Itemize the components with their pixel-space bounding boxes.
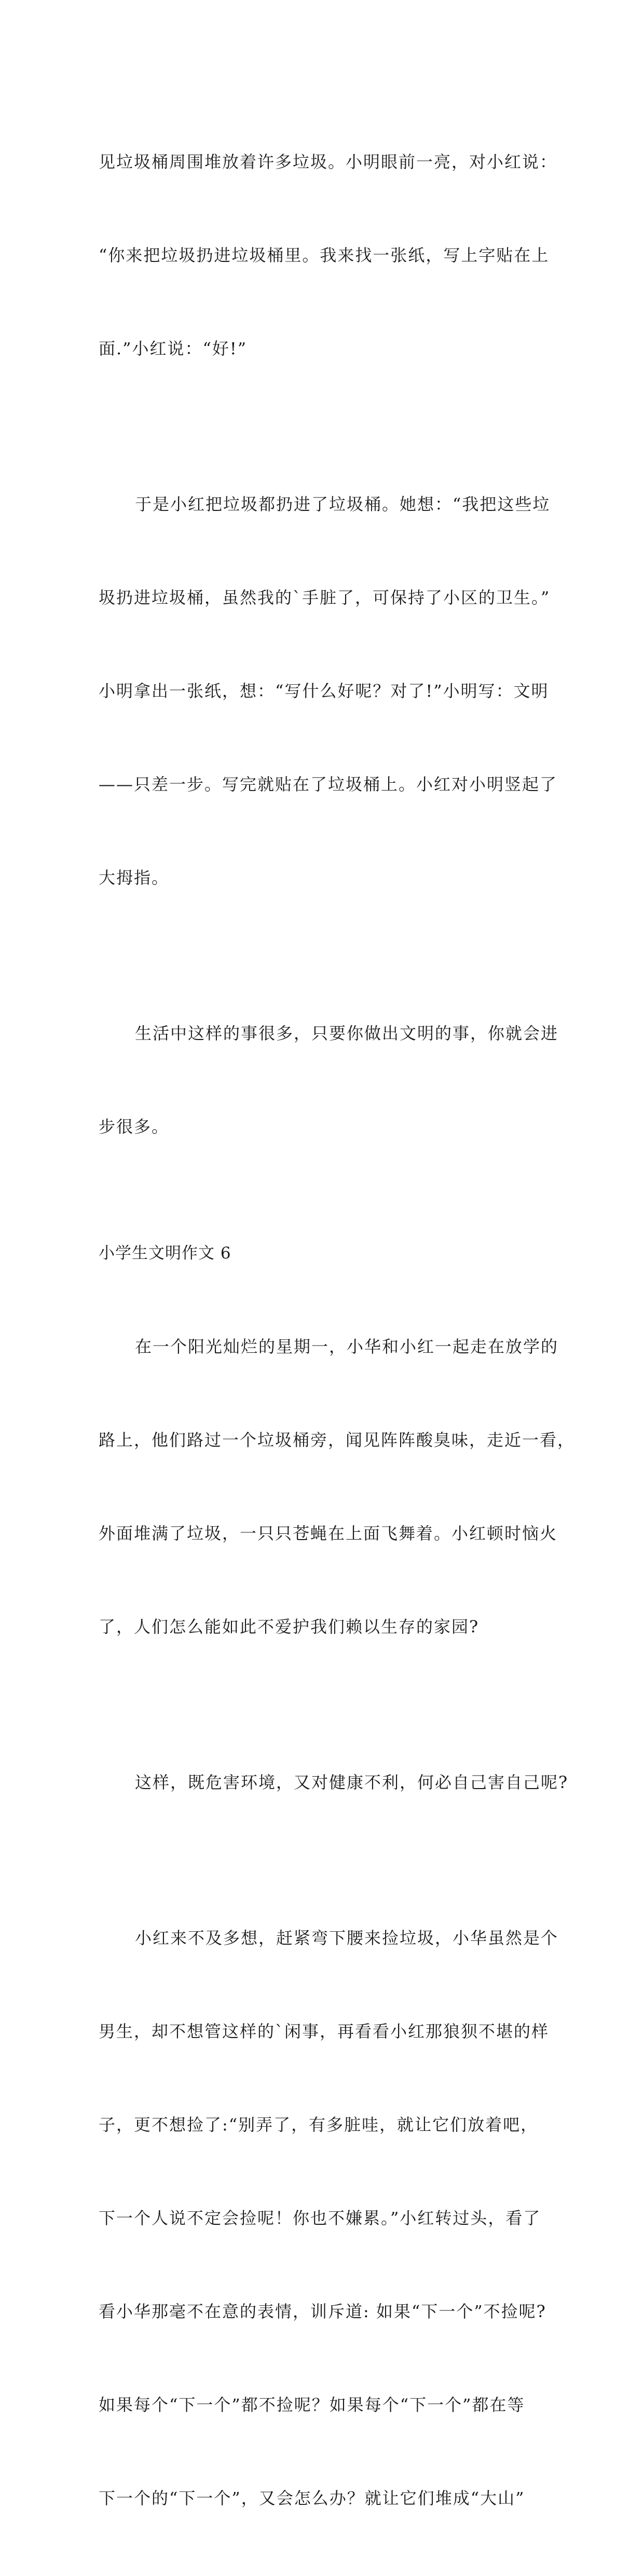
text-line: 下一个的“下一个”，又会怎么办？就让它们堆成“大山” (99, 2488, 525, 2508)
text-line: 如果每个“下一个”都不捡呢？如果每个“下一个”都在等 (99, 2395, 525, 2415)
document-body (99, 84, 576, 2576)
text-line: 圾扔进垃圾桶，虽然我的`手脏了，可保持了小区的卫生。” (99, 588, 551, 607)
text-line: 于是小红把垃圾都扔进了垃圾桶。她想：“我把这些垃 (135, 494, 551, 514)
text-line: 看小华那毫不在意的表情，训斥道: 如果“下一个”不捡呢? (99, 2302, 546, 2321)
text-line: 路上，他们路过一个垃圾桶旁，闻见阵阵酸臭味，走近一看， (99, 1430, 576, 1450)
section-title: 小学生文明作文 6 (99, 1244, 231, 1263)
text-line: 步很多。 (99, 1117, 170, 1137)
text-line: 了，人们怎么能如此不爱护我们赖以生存的家园? (99, 1617, 479, 1637)
text-line: 这样，既危害环境，又对健康不利，何必自己害自己呢? (135, 1772, 569, 1792)
text-line: “你来把垃圾扔进垃圾桶里。我来找一张纸，写上字贴在上 (99, 245, 550, 265)
text-line: 小明拿出一张纸，想：“写什么好呢？对了!”小明写：文明 (99, 681, 549, 701)
text-line: 大拇指。 (99, 868, 170, 888)
text-line: 小红来不及多想，赶紧弯下腰来捡垃圾，小华虽然是个 (135, 1928, 559, 1948)
text-line: 子，更不想捡了:“别弄了，有多脏哇，就让它们放着吧， (99, 2115, 539, 2135)
text-line: 下一个人说不定会捡呢！你也不嫌累。”小红转过头，看了 (99, 2208, 541, 2228)
paragraph-continued-3 (99, 955, 559, 1204)
paragraph-continued-2 (99, 426, 558, 955)
text-line: 外面堆满了垃圾，一只只苍蝇在上面飞舞着。小红顿时恼火 (99, 1524, 558, 1543)
text-line: 见垃圾桶周围堆放着许多垃圾。小明眼前一亮，对小红说： (99, 152, 558, 172)
paragraph-section-1 (99, 1269, 576, 1705)
paragraph-section-2 (99, 1705, 569, 1860)
text-line: ——只差一步。写完就贴在了垃圾桶上。小红对小明竖起了 (99, 774, 558, 794)
paragraph-continued-1 (99, 84, 558, 426)
paragraph-section-3 (99, 1860, 559, 2576)
text-line: 面.”小红说：“好!” (99, 339, 248, 358)
text-line: 男生，却不想管这样的`闲事，再看看小红那狼狈不堪的样 (99, 2021, 550, 2041)
text-line: 生活中这样的事很多，只要你做出文明的事，你就会进 (135, 1023, 559, 1043)
text-line: 在一个阳光灿烂的星期一，小华和小红一起走在放学的 (135, 1337, 559, 1356)
